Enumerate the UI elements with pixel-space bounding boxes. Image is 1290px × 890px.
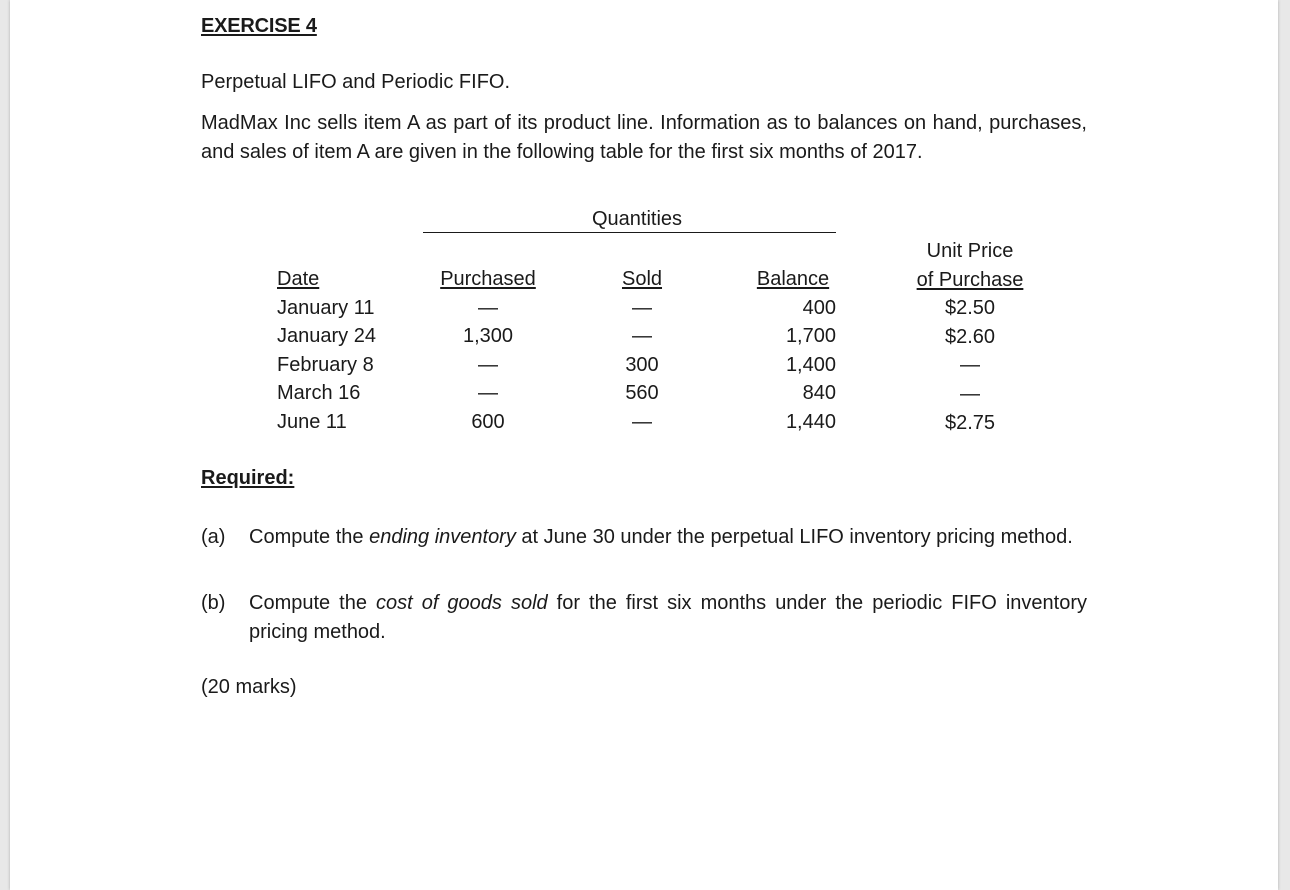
unit-price-column: [910, 237, 1030, 437]
table-cell-sold: —: [632, 410, 652, 433]
table-cell-purchased: 600: [471, 410, 505, 433]
quantities-rule: [423, 232, 836, 233]
marks-note: (20 marks): [201, 676, 297, 698]
question-emphasis: ending inventory: [369, 526, 516, 548]
question-label: (a): [201, 526, 226, 548]
required-heading: Required:: [201, 467, 295, 489]
purchased-column: [438, 265, 538, 437]
table-cell-sold: 300: [625, 353, 659, 376]
table-cell-sold: —: [632, 325, 652, 348]
table-cell-price: $2.50: [944, 297, 996, 320]
table-cell-date: January 11: [277, 296, 375, 319]
table-cell-price: $2.60: [944, 325, 996, 348]
unit-price-header-line2: of Purchase: [916, 268, 1024, 291]
table-cell-date: February 8: [277, 353, 374, 376]
table-cell-date: June 11: [277, 410, 347, 433]
table-cell-purchased: —: [478, 296, 498, 319]
sold-column: [610, 265, 674, 437]
date-column: [277, 265, 376, 437]
intro-paragraph: MadMax Inc sells item A as part of its product line. Information as to balances on hand, purchases, and sales of item A are given in the following table for the first six months of 2017.: [201, 112, 1087, 163]
purchased-header: Purchased: [440, 268, 536, 290]
table-cell-balance: 400: [802, 296, 836, 319]
balance-column: [750, 265, 836, 437]
question-text: Compute the ending inventory at June 30 under the perpetual LIFO inventory pricing method.: [249, 526, 1073, 548]
table-cell-balance: 1,440: [785, 410, 836, 433]
table-cell-balance: 840: [802, 382, 836, 405]
table-cell-purchased: —: [478, 353, 498, 376]
question-emphasis: cost of goods sold: [376, 592, 548, 614]
exercise-subtitle: Perpetual LIFO and Periodic FIFO.: [201, 71, 511, 93]
date-header: Date: [277, 268, 320, 290]
table-cell-balance: 1,700: [785, 325, 836, 348]
table-cell-purchased: 1,300: [462, 325, 514, 348]
table-cell-sold: 560: [625, 382, 659, 405]
sold-header: Sold: [621, 268, 663, 290]
balance-header: Balance: [756, 268, 830, 290]
unit-price-header-line1: Unit Price: [926, 240, 1014, 262]
quantities-header: Quantities: [592, 208, 683, 230]
table-cell-sold: —: [632, 296, 652, 319]
exercise-heading: EXERCISE 4: [201, 15, 317, 37]
table-cell-date: January 24: [277, 325, 376, 348]
table-cell-price: —: [960, 382, 980, 405]
table-cell-balance: 1,400: [785, 353, 836, 376]
question-label: (b): [201, 592, 226, 614]
table-cell-date: March 16: [277, 382, 361, 405]
question-text: Compute the cost of goods sold for the first six months under the periodic FIFO inventory pricing method.: [249, 592, 1087, 643]
table-cell-price: —: [960, 354, 980, 377]
table-cell-purchased: —: [478, 382, 498, 405]
document-page: [10, 0, 1278, 890]
table-cell-price: $2.75: [944, 411, 996, 434]
